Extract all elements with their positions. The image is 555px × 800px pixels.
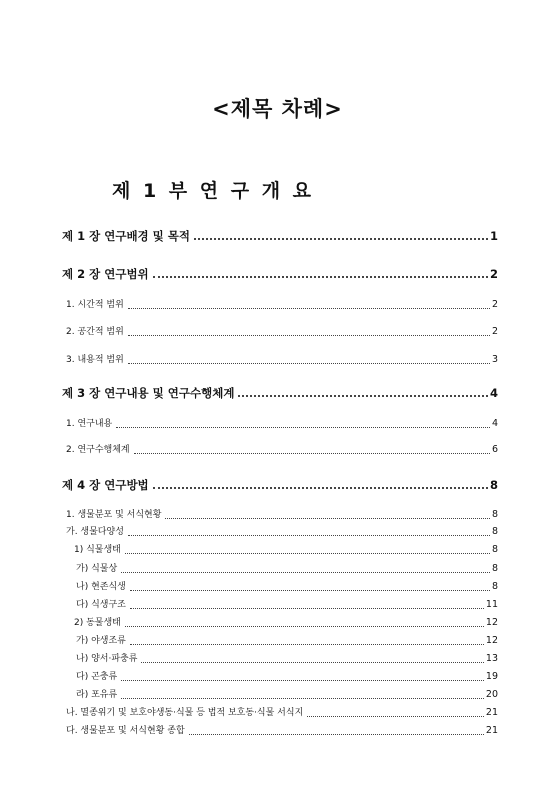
toc-entry <box>66 324 498 342</box>
toc-label: 1. 생물분포 및 서식현황 <box>66 510 162 520</box>
toc-label: 제 4 장 연구방법 <box>62 478 149 492</box>
toc-page: 3 <box>491 354 498 365</box>
toc-label: 라) 포유류 <box>76 690 118 700</box>
toc-page: 4 <box>489 386 498 400</box>
toc-entry <box>76 633 498 651</box>
toc-label: 제 1 장 연구배경 및 목적 <box>62 229 190 243</box>
toc-entry <box>66 723 498 741</box>
toc-label: 2. 연구수행체계 <box>66 445 130 455</box>
leader-dots <box>238 395 488 397</box>
toc-entry <box>66 352 498 370</box>
leader-dots <box>125 553 490 554</box>
leader-dots <box>307 716 484 717</box>
toc-page: 8 <box>491 544 498 555</box>
toc-label: 다. 생물분포 및 서식현황 종합 <box>66 726 185 736</box>
toc-page: 8 <box>491 509 498 520</box>
toc-entry <box>62 385 498 403</box>
leader-dots <box>130 590 490 591</box>
toc-label: 1. 시간적 범위 <box>66 300 124 310</box>
toc-page: 2 <box>489 267 498 281</box>
toc-label: 가) 야생조류 <box>76 636 126 646</box>
toc-page: 21 <box>485 707 498 718</box>
toc-page: 20 <box>485 689 498 700</box>
leader-dots <box>116 427 490 428</box>
toc-label: 다) 식생구조 <box>76 600 126 610</box>
toc-entry <box>66 524 498 542</box>
toc-entry <box>66 442 498 460</box>
toc-entry <box>62 477 498 495</box>
toc-entry <box>62 266 498 284</box>
toc-page: 8 <box>489 478 498 492</box>
toc-page: 12 <box>485 635 498 646</box>
toc-entry <box>62 228 498 246</box>
toc-label: 나. 멸종위기 및 보호야생동·식물 등 법적 보호동·식물 서식지 <box>66 708 304 718</box>
toc-page: 2 <box>491 299 498 310</box>
toc-entry <box>66 297 498 315</box>
leader-dots <box>134 453 490 454</box>
toc-entry <box>66 705 498 723</box>
toc-label: 2) 동물생태 <box>74 618 121 628</box>
leader-dots <box>153 487 488 489</box>
toc-page: 4 <box>491 418 498 429</box>
toc-label: 3. 내용적 범위 <box>66 355 124 365</box>
leader-dots <box>189 734 484 735</box>
toc-entry <box>74 615 498 633</box>
toc-label: 1) 식물생태 <box>74 545 121 555</box>
leader-dots <box>128 335 490 336</box>
toc-entry <box>76 651 498 669</box>
toc-label: 가) 식물상 <box>76 564 118 574</box>
toc-label: 가. 생물다양성 <box>66 527 124 537</box>
toc-entry <box>76 561 498 579</box>
toc-page: 13 <box>485 653 498 664</box>
leader-dots <box>128 308 490 309</box>
toc-entry <box>76 669 498 687</box>
leader-dots <box>165 518 490 519</box>
toc-page: 8 <box>491 526 498 537</box>
toc-page: 21 <box>485 725 498 736</box>
leader-dots <box>194 238 488 240</box>
toc-page: 8 <box>491 563 498 574</box>
leader-dots <box>141 662 484 663</box>
leader-dots <box>121 698 484 699</box>
leader-dots <box>121 680 484 681</box>
toc-label: 2. 공간적 범위 <box>66 327 124 337</box>
toc-page: 2 <box>491 326 498 337</box>
toc-label: 나) 현존식생 <box>76 582 126 592</box>
toc-label: 제 2 장 연구범위 <box>62 267 149 281</box>
toc-entry <box>76 597 498 615</box>
leader-dots <box>128 535 490 536</box>
toc-entry <box>76 579 498 597</box>
leader-dots <box>130 644 484 645</box>
leader-dots <box>121 572 490 573</box>
toc-label: 제 3 장 연구내용 및 연구수행체계 <box>62 386 235 400</box>
leader-dots <box>125 626 484 627</box>
toc-entry <box>74 542 498 560</box>
toc-label: 1. 연구내용 <box>66 419 113 429</box>
toc-label: 다) 곤충류 <box>76 672 118 682</box>
leader-dots <box>153 276 488 278</box>
toc-page: 12 <box>485 617 498 628</box>
toc-label: 나) 양서·파충류 <box>76 654 138 664</box>
toc-entry <box>66 507 498 525</box>
leader-dots <box>128 363 490 364</box>
toc-page: 1 <box>489 229 498 243</box>
part-heading: 제 1 부 연 구 개 요 <box>112 180 312 202</box>
toc-page: 8 <box>491 581 498 592</box>
toc-entry <box>66 416 498 434</box>
leader-dots <box>130 608 484 609</box>
toc-page: 11 <box>485 599 498 610</box>
toc-entry <box>76 687 498 705</box>
page-title: <제목 차례> <box>212 97 343 121</box>
toc-page: 19 <box>485 671 498 682</box>
toc-page: 6 <box>491 444 498 455</box>
